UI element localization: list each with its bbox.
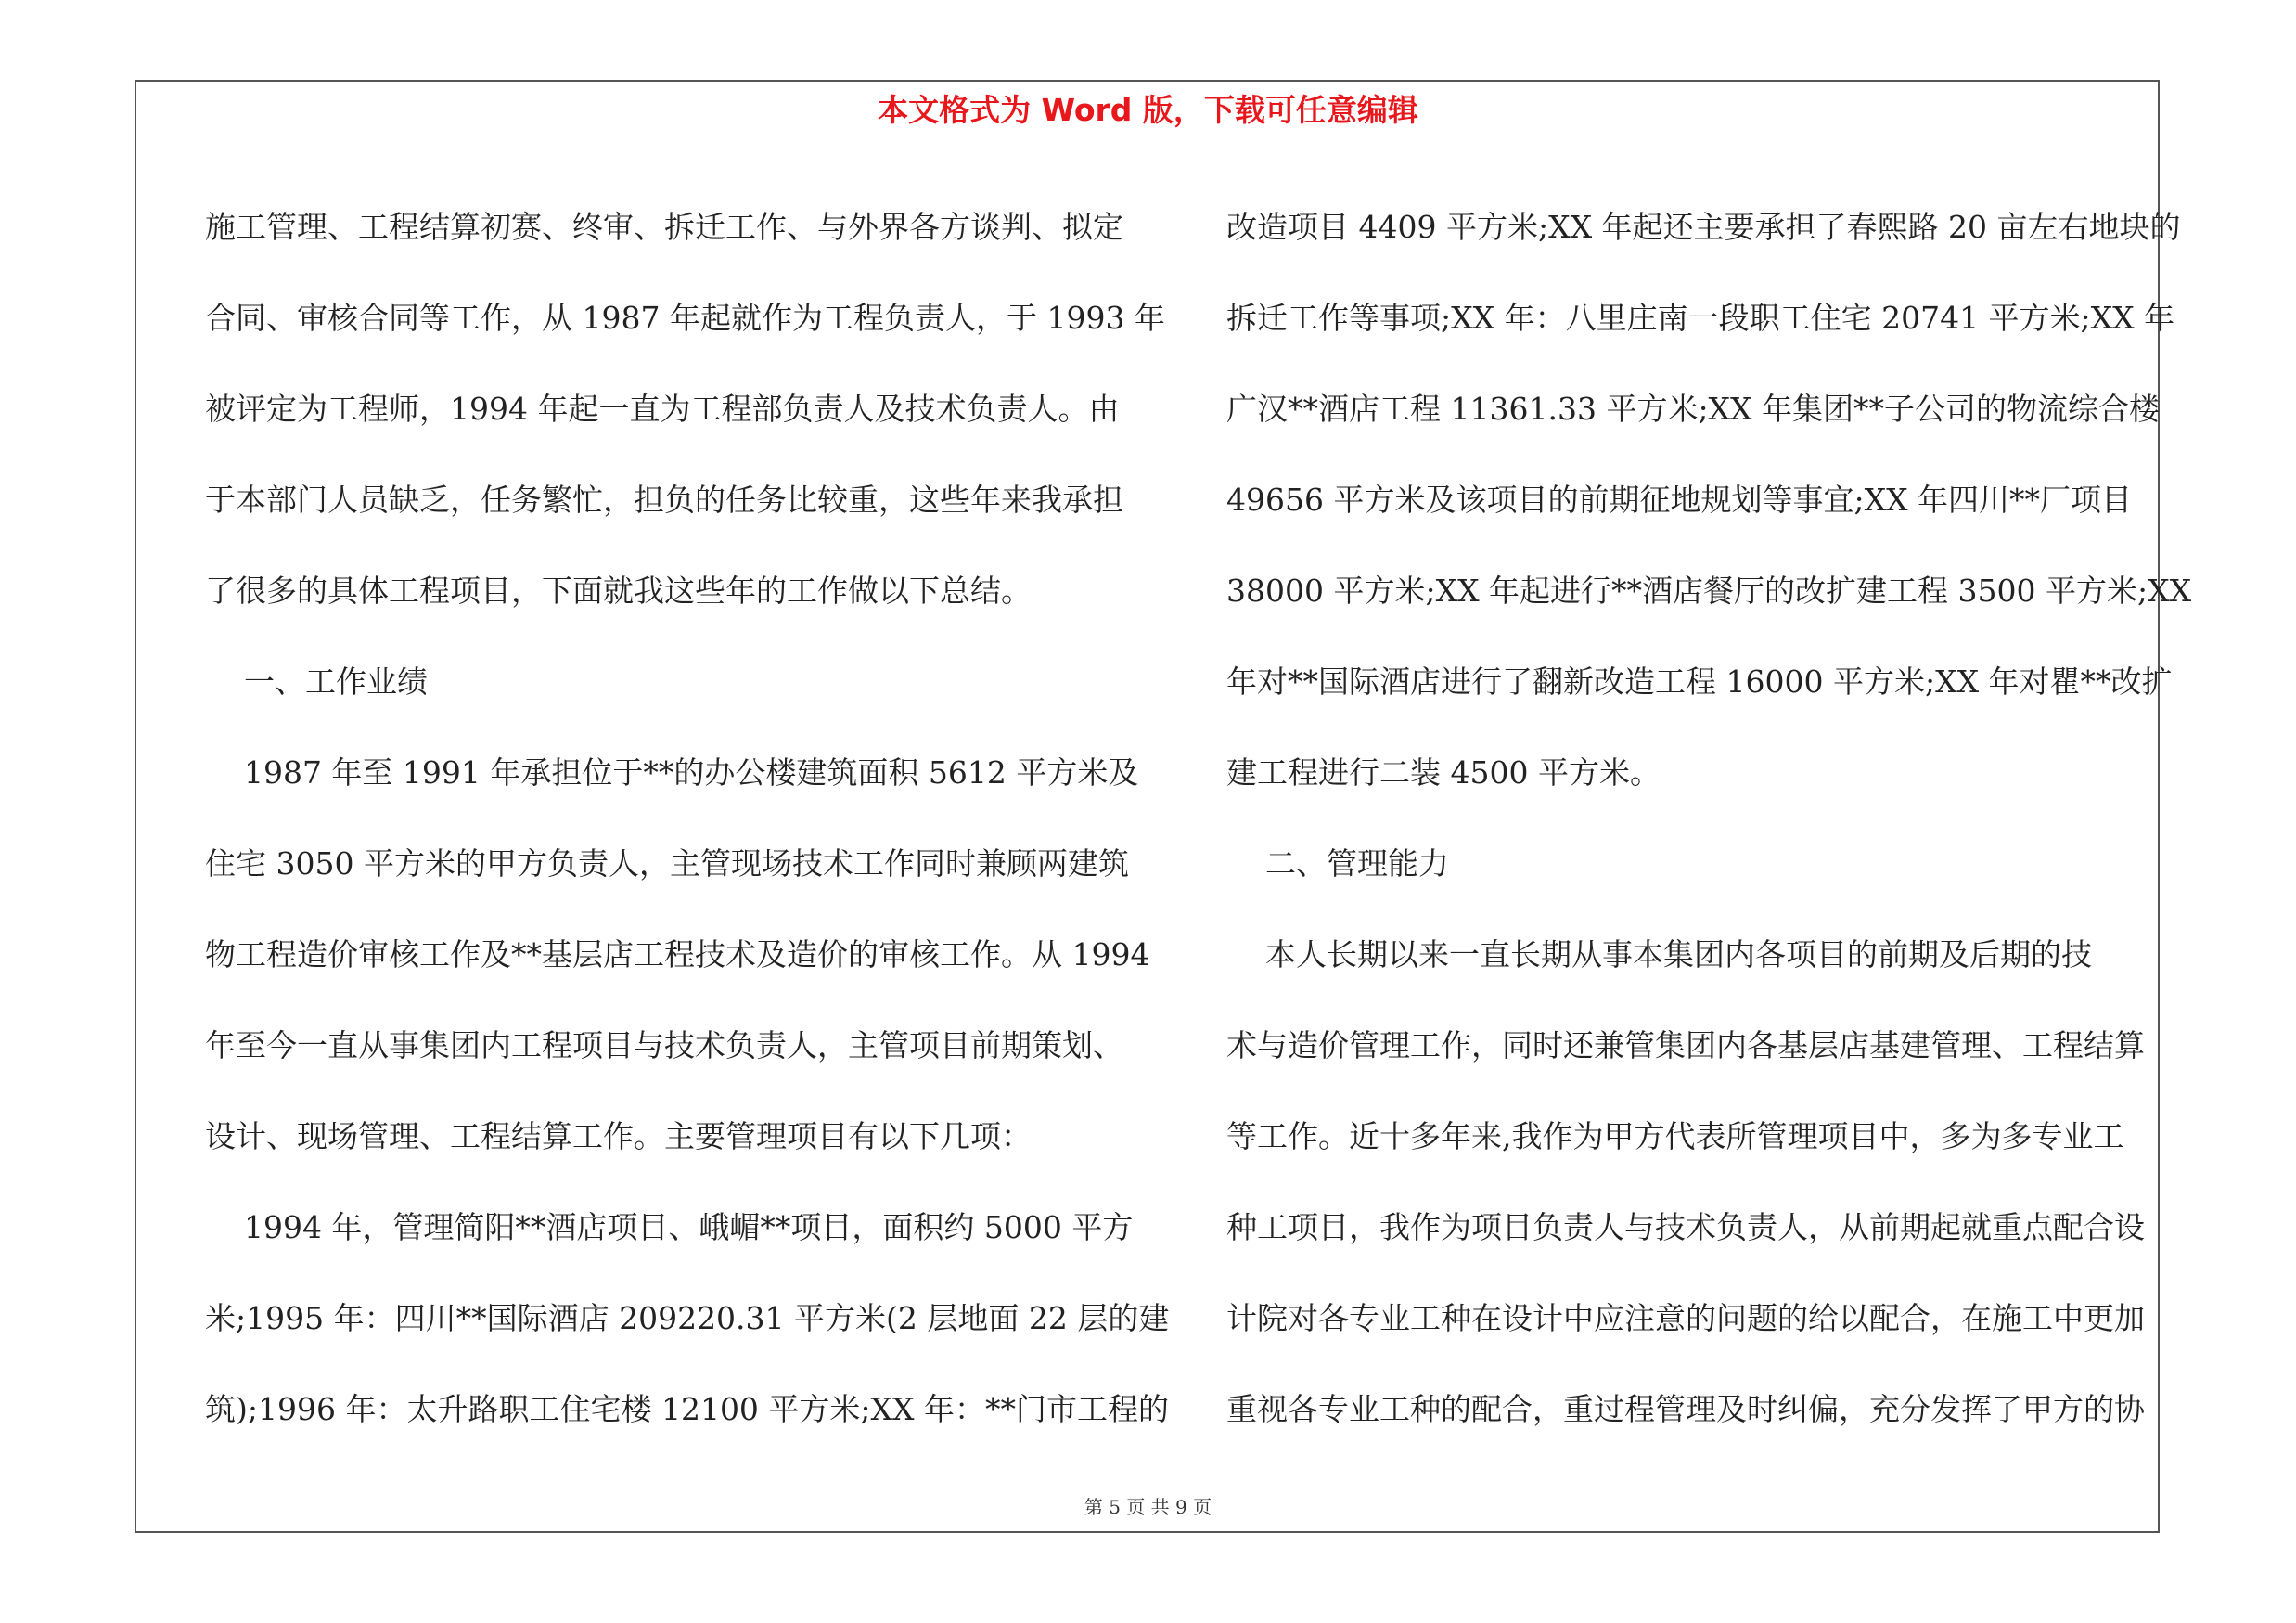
text-line: 施工管理、工程结算初赛、终审、拆迁工作、与外界各方谈判、拟定 xyxy=(205,209,1123,245)
text-line: 建工程进行二装 4500 平方米。 xyxy=(1226,754,1661,791)
page-number-footer: 第 5 页 共 9 页 xyxy=(1084,1496,1212,1518)
text-line: 设计、现场管理、工程结算工作。主要管理项目有以下几项： xyxy=(205,1118,1032,1154)
word-format-banner: 本文格式为 Word 版，下载可任意编辑 xyxy=(878,92,1418,128)
text-line: 被评定为工程师，1994 年起一直为工程部负责人及技术负责人。由 xyxy=(205,391,1120,427)
text-line: 1987 年至 1991 年承担位于**的办公楼建筑面积 5612 平方米及 xyxy=(205,754,1139,791)
text-line: 38000 平方米;XX 年起进行**酒店餐厅的改扩建工程 3500 平方米;XX xyxy=(1226,573,2192,609)
text-line: 等工作。近十多年来,我作为甲方代表所管理项目中，多为多专业工 xyxy=(1226,1118,2124,1154)
text-line: 术与造价管理工作，同时还兼管集团内各基层店基建管理、工程结算 xyxy=(1226,1027,2145,1063)
text-line: 49656 平方米及该项目的前期征地规划等事宜;XX 年四川**厂项目 xyxy=(1226,482,2133,518)
text-line: 重视各专业工种的配合，重过程管理及时纠偏，充分发挥了甲方的协 xyxy=(1226,1391,2145,1427)
text-line: 米;1995 年：四川**国际酒店 209220.31 平方米(2 层地面 22 层的建 xyxy=(205,1300,1170,1336)
text-line: 住宅 3050 平方米的甲方负责人，主管现场技术工作同时兼顾两建筑 xyxy=(205,845,1129,882)
text-line: 计院对各专业工种在设计中应注意的问题的给以配合，在施工中更加 xyxy=(1226,1300,2145,1336)
section-heading-achievements: 一、工作业绩 xyxy=(205,663,428,700)
text-line: 筑);1996 年：太升路职工住宅楼 12100 平方米;XX 年：**门市工程的 xyxy=(205,1391,1170,1427)
text-line: 合同、审核合同等工作，从 1987 年起就作为工程负责人，于 1993 年 xyxy=(205,300,1165,336)
left-text-column xyxy=(205,182,1170,1455)
text-line: 物工程造价审核工作及**基层店工程技术及造价的审核工作。从 1994 xyxy=(205,936,1150,973)
text-line: 改造项目 4409 平方米;XX 年起还主要承担了春熙路 20 亩左右地块的 xyxy=(1226,209,2181,245)
text-line: 年至今一直从事集团内工程项目与技术负责人，主管项目前期策划、 xyxy=(205,1027,1123,1063)
text-line: 种工项目，我作为项目负责人与技术负责人，从前期起就重点配合设 xyxy=(1226,1209,2145,1245)
text-line: 拆迁工作等事项;XX 年：八里庄南一段职工住宅 20741 平方米;XX 年 xyxy=(1226,300,2175,336)
text-line: 于本部门人员缺乏，任务繁忙，担负的任务比较重，这些年来我承担 xyxy=(205,482,1123,518)
text-line: 了很多的具体工程项目，下面就我这些年的工作做以下总结。 xyxy=(205,573,1032,609)
right-text-column xyxy=(1226,182,2192,1455)
text-line: 1994 年，管理简阳**酒店项目、峨嵋**项目，面积约 5000 平方 xyxy=(205,1209,1134,1245)
text-line: 广汉**酒店工程 11361.33 平方米;XX 年集团**子公司的物流综合楼 xyxy=(1226,391,2161,427)
section-heading-management: 二、管理能力 xyxy=(1226,845,1449,882)
text-line: 年对**国际酒店进行了翻新改造工程 16000 平方米;XX 年对瞿**改扩 xyxy=(1226,663,2173,700)
text-line: 本人长期以来一直长期从事本集团内各项目的前期及后期的技 xyxy=(1226,936,2092,973)
